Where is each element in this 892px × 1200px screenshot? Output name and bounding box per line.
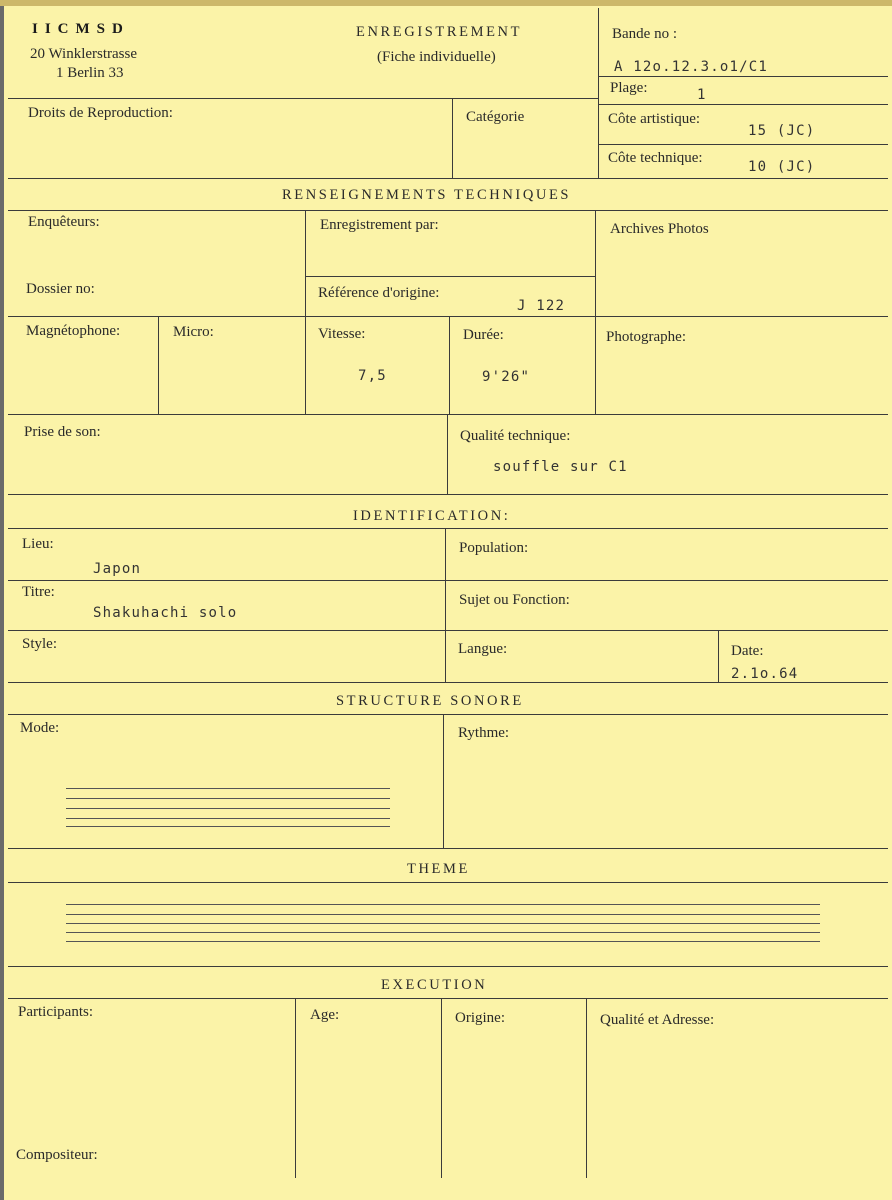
rule-age-origine [441, 998, 442, 1178]
theme-section-title: THEME [407, 861, 470, 877]
sujet-fonction-label: Sujet ou Fonction: [459, 592, 570, 608]
theme-staff-line [66, 941, 820, 942]
identification-section-title: IDENTIFICATION: [353, 508, 511, 524]
rule-vitesse-duree [449, 316, 450, 414]
magnetophone-label: Magnétophone: [26, 323, 121, 339]
enqueteurs-label: Enquêteurs: [28, 214, 100, 230]
rule-bande-plage [598, 76, 888, 77]
rule-theme-title-bottom [8, 882, 888, 883]
lieu-label: Lieu: [22, 536, 54, 552]
mode-staff-line [66, 818, 390, 819]
cote-artistique-label: Côte artistique: [608, 111, 701, 127]
rule-date-left [718, 630, 719, 682]
rule-archives-left [595, 210, 596, 414]
rule-origine-qualite [586, 998, 587, 1178]
age-label: Age: [310, 1007, 340, 1023]
mode-staff-line [66, 788, 390, 789]
bande-label: Bande no : [612, 26, 677, 42]
date-label: Date: [731, 643, 764, 659]
scan-edge-top [0, 0, 892, 6]
address-line-2: 1 Berlin 33 [56, 65, 124, 81]
rule-cote-split [598, 144, 888, 145]
rule-categorie-left [452, 98, 453, 178]
rule-execution-title-bottom [8, 998, 888, 999]
mode-staff-line [66, 826, 390, 827]
bande-value: A 12o.12.3.o1/C1 [614, 59, 769, 75]
micro-label: Micro: [173, 324, 214, 340]
qualite-adresse-label: Qualité et Adresse: [600, 1012, 715, 1028]
reference-label: Référence d'origine: [318, 285, 440, 301]
compositeur-label: Compositeur: [16, 1147, 98, 1163]
rule-style-bottom [8, 682, 888, 683]
theme-staff-line [66, 932, 820, 933]
rule-magneto-bottom [8, 414, 888, 415]
categorie-label: Catégorie [466, 109, 525, 125]
mode-staff-line [66, 808, 390, 809]
form-title: ENREGISTREMENT [356, 24, 523, 40]
qualite-technique-label: Qualité technique: [460, 428, 571, 444]
rule-structure-title-bottom [8, 714, 888, 715]
rule-rights-bottom [8, 178, 888, 179]
reference-value: J 122 [517, 298, 566, 314]
rule-qualite-left [447, 414, 448, 494]
theme-staff-line [66, 923, 820, 924]
plage-value: 1 [697, 87, 707, 103]
theme-staff-line [66, 904, 820, 905]
rule-enregistrement-bottom [305, 276, 595, 277]
vitesse-value: 7,5 [358, 368, 387, 384]
cote-technique-label: Côte technique: [608, 150, 703, 166]
rule-theme-bottom [8, 966, 888, 967]
rule-prise-bottom [8, 494, 888, 495]
rule-header-right-column [598, 8, 599, 178]
rule-identification-split [445, 528, 446, 682]
date-value: 2.1o.64 [731, 666, 799, 682]
rule-structure-bottom [8, 848, 888, 849]
participants-label: Participants: [18, 1004, 93, 1020]
rule-participants-age [295, 998, 296, 1178]
rule-titre-bottom [8, 630, 888, 631]
mode-label: Mode: [20, 720, 60, 736]
scan-edge-left [0, 0, 4, 1200]
rule-enqueteurs-right [305, 210, 306, 414]
rule-plage-bottom [598, 104, 888, 105]
population-label: Population: [459, 540, 529, 556]
rule-dossier-bottom [8, 316, 888, 317]
address-line-1: 20 Winklerstrasse [30, 46, 138, 62]
prise-de-son-label: Prise de son: [24, 424, 101, 440]
cote-technique-value: 10 (JC) [748, 159, 816, 175]
titre-label: Titre: [22, 584, 55, 600]
rule-header-bottom [8, 98, 598, 99]
vitesse-label: Vitesse: [318, 326, 366, 342]
style-label: Style: [22, 636, 58, 652]
theme-staff-line [66, 914, 820, 915]
origine-label: Origine: [455, 1010, 505, 1026]
duree-label: Durée: [463, 327, 504, 343]
duree-value: 9'26" [482, 369, 531, 385]
langue-label: Langue: [458, 641, 508, 657]
qualite-technique-value: souffle sur C1 [493, 459, 628, 475]
institute-logo: IICMSD [32, 21, 130, 37]
rythme-label: Rythme: [458, 725, 510, 741]
technique-section-title: RENSEIGNEMENTS TECHNIQUES [282, 187, 572, 203]
photographe-label: Photographe: [606, 329, 686, 345]
plage-label: Plage: [610, 80, 648, 96]
rule-mode-rythme [443, 714, 444, 848]
rule-identification-title-bottom [8, 528, 888, 529]
dossier-label: Dossier no: [26, 281, 95, 297]
mode-staff-line [66, 798, 390, 799]
droits-label: Droits de Reproduction: [28, 105, 173, 121]
cote-artistique-value: 15 (JC) [748, 123, 816, 139]
enregistrement-par-label: Enregistrement par: [320, 217, 439, 233]
execution-section-title: EXECUTION [381, 977, 488, 993]
titre-value: Shakuhachi solo [93, 605, 238, 621]
lieu-value: Japon [93, 561, 142, 577]
rule-magneto-micro [158, 316, 159, 414]
rule-technique-title-bottom [8, 210, 888, 211]
archives-photos-label: Archives Photos [610, 221, 709, 237]
rule-lieu-bottom [8, 580, 888, 581]
form-subtitle: (Fiche individuelle) [377, 49, 496, 65]
structure-section-title: STRUCTURE SONORE [336, 693, 524, 709]
